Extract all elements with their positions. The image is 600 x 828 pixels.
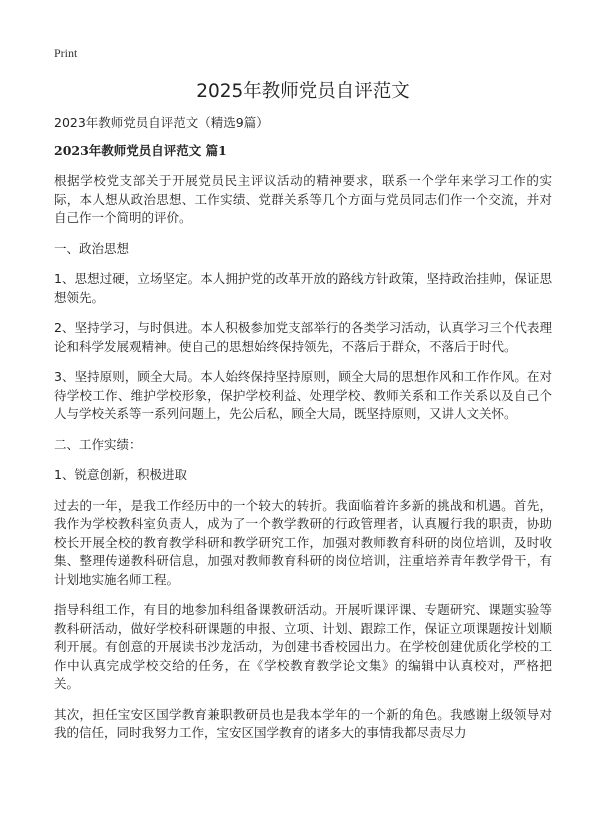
paragraph-guidance: 指导科组工作，有目的地参加科组备课教研活动。开展听课评课、专题研究、课题实验等教科研活动，做好学校科研课题的申报、立项、计划、跟踪工作，保证立项课题按计划顺利开展。有创意的开展读书沙龙活动，为创建书香校园出力。在学校创建优质化学校的工作中认真完成学校交给的任务，在《学校教育教学论文集》的编辑中认真校对，严格把关。	[54, 602, 552, 691]
heading-work-achievements: 二、工作实绩：	[54, 436, 142, 452]
paragraph-point-2: 2、坚持学习，与时俱进。本人积极参加党支部举行的各类学习活动，认真学习三个代表理论和科学发展观精神。使自己的思想始终保持领先，不落后于群众，不落后于时代。	[54, 320, 552, 354]
document-title: 2025年教师党员自评范文	[196, 81, 410, 102]
paragraph-secondly: 其次，担任宝安区国学教育兼职教研员也是我本学年的一个新的角色。我感谢上级领导对我的信任，同时我努力工作，宝安区国学教育的诸多大的事情我都尽责尽力	[54, 706, 552, 740]
paragraph-past-year: 过去的一年，是我工作经历中的一个较大的转折。我面临着许多新的挑战和机遇。首先，我作为学校教科室负责人，成为了一个教学教研的行政管理者，认真履行我的职责，协助校长开展全校的教育教学科研和教学研究工作，加强对教师教育科研的岗位培训，及时收集、整理传递教科研信息，加强对教师教育科研的岗位培训，注重培养青年教学骨干，有计划地实施名师工程。	[54, 497, 552, 587]
paragraph-point-1: 1、思想过硬，立场坚定。本人拥护党的改革开放的路线方针政策，坚持政治挂帅，保证思想领先。	[54, 271, 552, 305]
heading-political-thought: 一、政治思想	[54, 240, 130, 256]
paragraph-point-3: 3、坚持原则，顾全大局。本人始终保持坚持原则，顾全大局的思想作风和工作作风。在对待学校工作、维护学校形象，保护学校利益、处理学校、教师关系和工作关系以及自己个人与学校关系等一系列问题上，先公后私，顾全大局，既坚持原则，又讲人文关怀。	[54, 369, 552, 421]
paragraph-intro: 根据学校党支部关于开展党员民主评议活动的精神要求，联系一个学年来学习工作的实际，本人想从政治思想、工作实绩、党群关系等几个方面与党员同志们作一个交流，并对自己作一个简明的评价。	[54, 173, 552, 225]
document-content	[54, 80, 552, 743]
subheading-innovation: 1、锐意创新，积极进取	[54, 467, 187, 482]
print-link[interactable]: Print	[54, 46, 78, 60]
document-subtitle: 2023年教师党员自评范文（精选9篇）	[54, 115, 269, 130]
section-heading: 2023年教师党员自评范文 篇1	[54, 143, 227, 158]
